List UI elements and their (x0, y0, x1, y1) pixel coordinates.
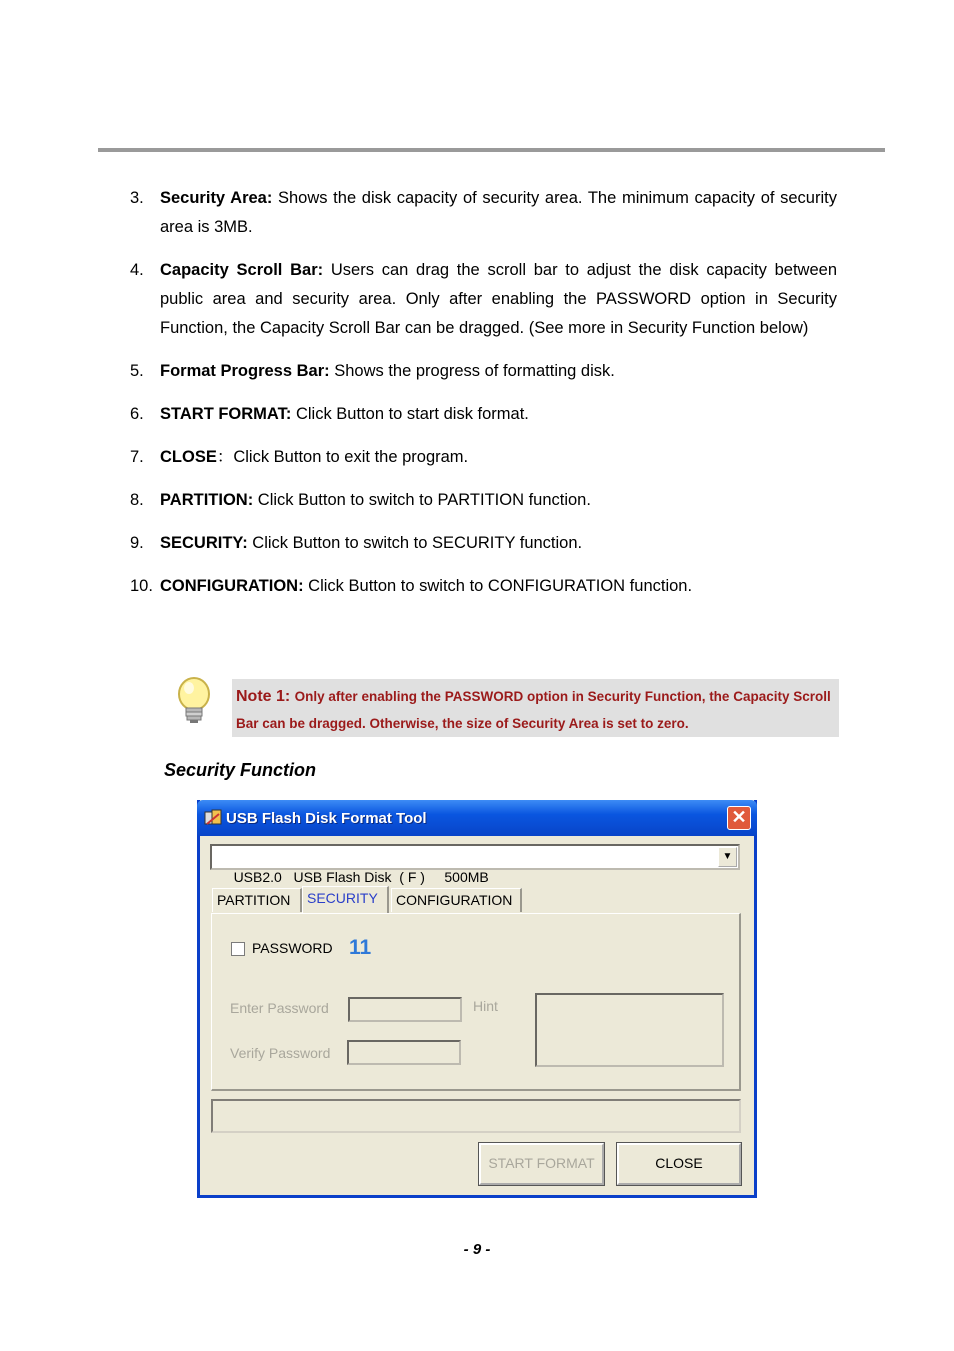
device-select[interactable] (210, 844, 740, 885)
lightbulb-icon (172, 675, 216, 727)
item-term: Capacity Scroll Bar: (160, 261, 324, 279)
format-tool-window (197, 800, 757, 1198)
verify-password-label: Verify Password (230, 1045, 331, 1061)
item-number: 3. (130, 189, 144, 207)
list-item (130, 256, 837, 343)
device-select-value: USB2.0 USB Flash Disk ( F ) 500MB (233, 869, 489, 885)
callout-number: 11 (349, 936, 372, 959)
list-item (130, 357, 837, 386)
list-item (130, 486, 837, 515)
item-text: ：Click Button to exit the program. (216, 448, 469, 466)
app-icon (203, 808, 223, 828)
header-rule (98, 148, 885, 152)
item-text: Click Button to switch to PARTITION function. (253, 491, 591, 509)
item-number: 9. (130, 534, 144, 552)
item-text: Click Button to switch to SECURITY function. (247, 534, 583, 552)
item-number: 5. (130, 362, 144, 380)
format-progress-bar (211, 1099, 741, 1133)
item-term: Format Progress Bar: (160, 362, 330, 380)
item-term: START FORMAT: (160, 405, 292, 423)
hint-label: Hint (473, 998, 498, 1014)
window-title: USB Flash Disk Format Tool (226, 810, 427, 827)
item-number: 10. (130, 577, 153, 595)
item-term: CLOSE (160, 448, 217, 466)
close-button[interactable]: CLOSE (617, 1143, 741, 1185)
password-label: PASSWORD (252, 940, 333, 956)
password-checkbox[interactable] (231, 942, 245, 956)
section-title: Security Function (164, 760, 317, 780)
tab-partition[interactable]: PARTITION (212, 888, 302, 912)
item-term: Security Area: (160, 189, 273, 207)
item-text: Shows the disk capacity of security area. The minimum capacity of security area is 3MB. (160, 189, 837, 236)
item-text: Users can drag the scroll bar to adjust the disk capacity between public area and security area. Only after enabling the PASSWORD option in Security Function, the Capacity Scroll Bar can be dragged. (See more in Security Function below) (160, 261, 837, 337)
start-format-button[interactable]: START FORMAT (479, 1143, 604, 1185)
item-text: Click Button to start disk format. (291, 405, 529, 423)
feature-list (130, 184, 837, 601)
list-item (130, 529, 837, 558)
window-close-button[interactable]: ✕ (727, 806, 751, 830)
tab-security[interactable]: SECURITY (302, 886, 389, 914)
enter-password-label: Enter Password (230, 1000, 329, 1016)
item-term: SECURITY: (160, 534, 248, 552)
chevron-down-icon[interactable]: ▼ (718, 847, 737, 867)
page-number: - 9 - (463, 1241, 491, 1258)
item-number: 4. (130, 261, 144, 279)
hint-field[interactable] (535, 993, 724, 1067)
list-item (130, 184, 837, 242)
item-number: 6. (130, 405, 144, 423)
item-term: PARTITION: (160, 491, 254, 509)
note-heading: Note 1: (236, 688, 295, 705)
item-number: 7. (130, 448, 144, 466)
item-text: Click Button to switch to CONFIGURATION function. (303, 577, 693, 595)
note-box (232, 679, 839, 737)
list-item (130, 572, 837, 601)
enter-password-field[interactable] (348, 997, 462, 1022)
title-bar[interactable] (197, 800, 757, 836)
tab-configuration[interactable]: CONFIGURATION (391, 888, 522, 912)
list-item (130, 443, 837, 472)
verify-password-field[interactable] (347, 1040, 461, 1065)
note-text: Only after enabling the PASSWORD option in Security Function, the Capacity Scroll Bar can be dragged. Otherwise, the size of Security Area is set to zero. (236, 689, 831, 731)
list-item (130, 400, 837, 429)
item-number: 8. (130, 491, 144, 509)
item-term: CONFIGURATION: (160, 577, 304, 595)
item-text: Shows the progress of formatting disk. (329, 362, 615, 380)
